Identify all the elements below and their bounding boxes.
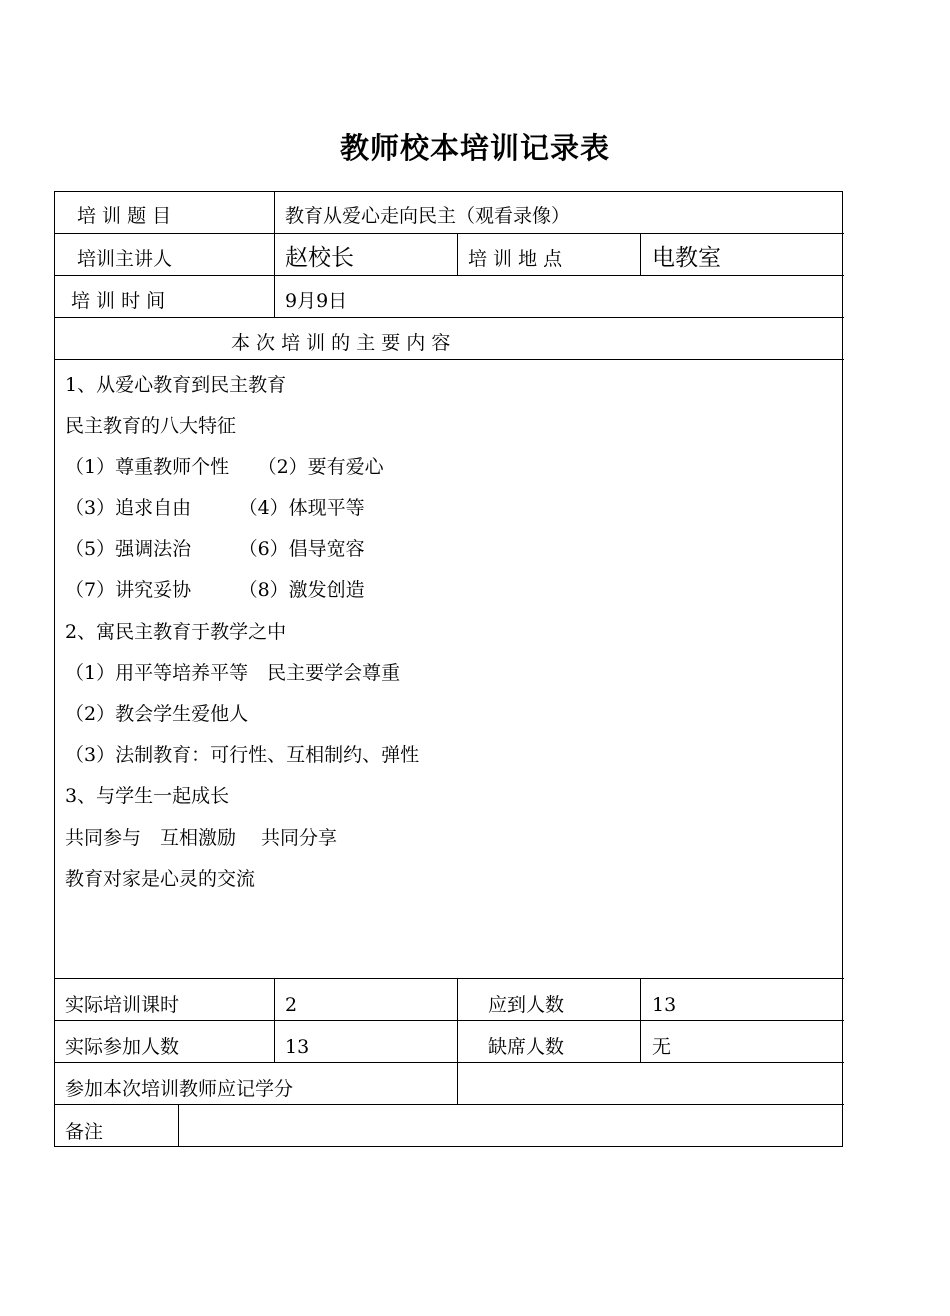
content-line: 教育对家是心灵的交流 (65, 868, 256, 890)
time-label: 培 训 时 间 (71, 290, 166, 312)
credits-label: 参加本次培训教师应记学分 (65, 1078, 294, 1100)
column-divider (274, 978, 275, 1063)
remarks-label: 备注 (65, 1121, 104, 1143)
attended-label: 实际参加人数 (65, 1036, 180, 1058)
hours-value: 2 (285, 994, 298, 1016)
time-value: 9月9日 (285, 290, 348, 312)
speaker-value: 赵校长 (285, 245, 354, 271)
column-divider (640, 978, 641, 1063)
content-line: （1）尊重教师个性 （2）要有爱心 (65, 456, 384, 478)
absent-value: 无 (652, 1036, 672, 1058)
row-divider (55, 317, 844, 318)
content-line: 1、从爱心教育到民主教育 (65, 374, 287, 396)
column-divider (457, 978, 458, 1105)
row-divider (55, 359, 844, 360)
content-section-title: 本 次 培 训 的 主 要 内 容 (231, 332, 451, 354)
row-divider (55, 1020, 844, 1021)
row-divider (55, 275, 844, 276)
hours-label: 实际培训课时 (65, 994, 180, 1016)
column-divider (274, 192, 275, 318)
row-divider (55, 978, 844, 979)
speaker-label: 培训主讲人 (77, 248, 173, 270)
content-line: 共同参与 互相激励 共同分享 (65, 827, 338, 849)
row-divider (55, 1062, 844, 1063)
content-line: （2）教会学生爱他人 (65, 703, 249, 725)
topic-label: 培 训 题 目 (77, 205, 172, 227)
row-divider (55, 1104, 844, 1105)
column-divider (457, 233, 458, 276)
place-label: 培 训 地 点 (468, 248, 563, 270)
absent-label: 缺席人数 (488, 1036, 565, 1058)
content-line: （3）法制教育：可行性、互相制约、弹性 (65, 744, 420, 766)
content-line: 2、寓民主教育于教学之中 (65, 621, 287, 643)
training-record-table (54, 191, 843, 1147)
content-line: 民主教育的八大特征 (65, 415, 237, 437)
content-line: 3、与学生一起成长 (65, 785, 230, 807)
attended-value: 13 (285, 1036, 310, 1058)
topic-value: 教育从爱心走向民主（观看录像） (285, 205, 571, 227)
content-line: （3）追求自由 （4）体现平等 (65, 497, 365, 519)
expected-value: 13 (652, 994, 677, 1016)
expected-label: 应到人数 (488, 994, 565, 1016)
column-divider (178, 1104, 179, 1147)
content-line: （7）讲究妥协 （8）激发创造 (65, 579, 365, 601)
content-line: （1）用平等培养平等 民主要学会尊重 (65, 662, 401, 684)
column-divider (640, 233, 641, 276)
content-line: （5）强调法治 （6）倡导宽容 (65, 538, 365, 560)
place-value: 电教室 (652, 245, 721, 271)
row-divider (55, 233, 844, 234)
form-title: 教师校本培训记录表 (339, 131, 610, 165)
